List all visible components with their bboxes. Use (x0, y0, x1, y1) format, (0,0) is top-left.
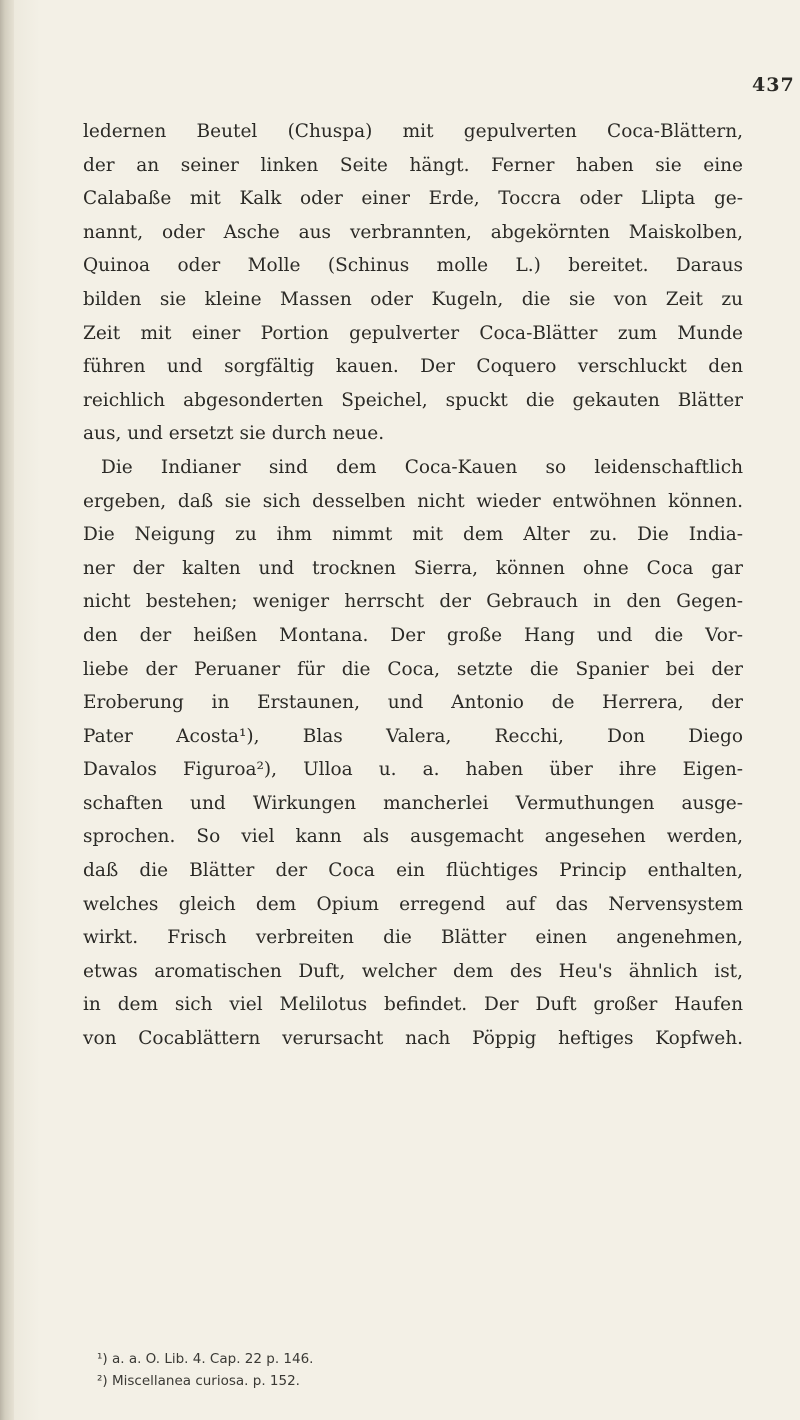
text-line: nannt, oder Asche aus verbrannten, abgekörnten Maiskolben, (83, 221, 743, 243)
text-line: Pater Acosta¹), Blas Valera, Recchi, Don Diego (83, 725, 743, 747)
text-line: in dem sich viel Melilotus befindet. Der Duft großer Haufen (83, 994, 743, 1016)
text-line: nicht bestehen; weniger herrscht der Gebrauch in den Gegen- (83, 591, 743, 613)
body-text (83, 115, 743, 1056)
text-line: ergeben, daß sie sich desselben nicht wieder entwöhnen können. (83, 490, 743, 512)
footnote-1: ¹) a. a. O. Lib. 4. Cap. 22 p. 146. (97, 1351, 314, 1367)
text-line: aus, und ersetzt sie durch neue. (83, 423, 385, 445)
text-line: bilden sie kleine Massen oder Kugeln, die sie von Zeit zu (83, 288, 743, 310)
text-line: sprochen. So viel kann als ausgemacht angesehen werden, (83, 826, 743, 848)
text-line: der an seiner linken Seite hängt. Ferner haben sie eine (83, 154, 743, 176)
paragraph-start-line: Die Indianer sind dem Coca-Kauen so leidenschaftlich (101, 456, 743, 478)
text-line: liebe der Peruaner für die Coca, setzte die Spanier bei der (83, 658, 743, 680)
text-line: reichlich abgesonderten Speichel, spuckt die gekauten Blätter (83, 389, 743, 411)
text-line: Davalos Figuroa²), Ulloa u. a. haben über ihre Eigen- (83, 759, 743, 781)
text-line: ner der kalten und trocknen Sierra, können ohne Coca gar (83, 557, 743, 579)
text-line: Quinoa oder Molle (Schinus molle L.) bereitet. Daraus (83, 255, 743, 277)
text-line: schaften und Wirkungen mancherlei Vermuthungen ausge- (83, 792, 743, 814)
footnote-2: ²) Miscellanea curiosa. p. 152. (97, 1373, 300, 1389)
text-line: ledernen Beutel (Chuspa) mit gepulverten Coca-Blättern, (83, 121, 743, 142)
footnotes (97, 1348, 737, 1392)
text-line: von Cocablättern verursacht nach Pöppig heftiges Kopfweh. (83, 1028, 743, 1050)
text-line: daß die Blätter der Coca ein flüchtiges Princip enthalten, (83, 860, 743, 882)
text-line: den der heißen Montana. Der große Hang und die Vor- (83, 624, 743, 646)
page-binding-edge (0, 0, 14, 1420)
text-line: wirkt. Frisch verbreiten die Blätter einen angenehmen, (83, 927, 743, 949)
text-line: Zeit mit einer Portion gepulverter Coca-Blätter zum Munde (83, 322, 743, 344)
text-line: welches gleich dem Opium erregend auf das Nervensystem (83, 893, 743, 915)
text-line: Eroberung in Erstaunen, und Antonio de Herrera, der (83, 692, 743, 714)
text-line: führen und sorgfältig kauen. Der Coquero verschluckt den (83, 356, 743, 378)
text-line: etwas aromatischen Duft, welcher dem des Heu's ähnlich ist, (83, 960, 743, 982)
page-number: 437 (752, 74, 795, 96)
text-line: Calabaße mit Kalk oder einer Erde, Toccra oder Llipta ge- (83, 188, 743, 210)
text-line: Die Neigung zu ihm nimmt mit dem Alter zu. Die Indiа- (83, 524, 743, 546)
